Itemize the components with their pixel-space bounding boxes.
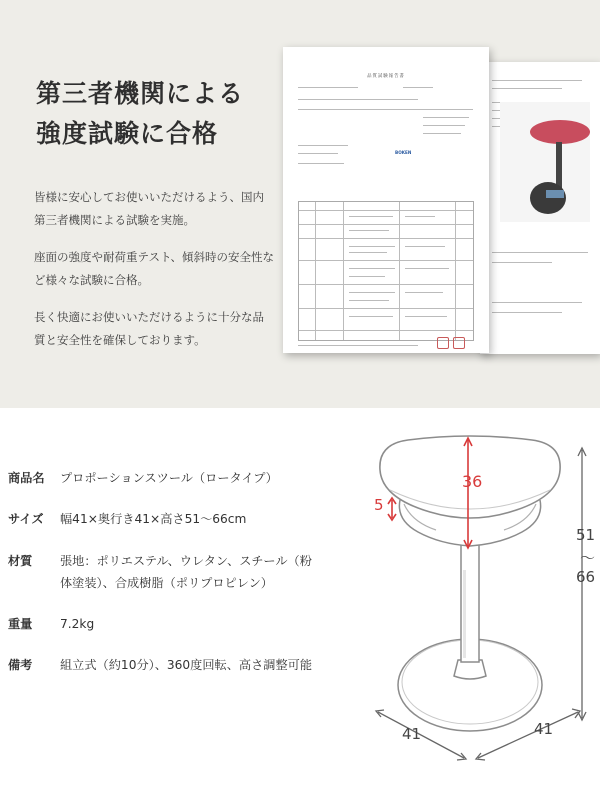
- stool-base-hub: [454, 660, 486, 679]
- report-title: 品質試験報告書: [367, 74, 405, 79]
- height-max-label: 66: [576, 568, 596, 586]
- depth-label: 41: [534, 720, 554, 738]
- report-stool-photo: [500, 102, 590, 222]
- width-label: 41: [402, 725, 422, 743]
- spec-product-name: [8, 467, 320, 489]
- spec-value: 組立式（約10分）、360度回転、高さ調整可能: [60, 658, 313, 672]
- seat-thickness-label: 5: [374, 496, 384, 514]
- lab-brand: BOKEN: [395, 150, 412, 155]
- spec-size: [8, 508, 320, 530]
- spec-value: 幅41×奥行き41×高さ51〜66cm: [60, 512, 247, 526]
- section-heading: [36, 74, 244, 154]
- report-stamp: [437, 337, 449, 349]
- spec-value: 張地：ポリエステル、ウレタン、スチール（粉体塗装）、合成樹脂（ポリプロピレン）: [60, 554, 312, 590]
- heading-line-2: 強度試験に合格: [36, 119, 219, 148]
- test-report-front-page: [283, 47, 489, 353]
- spec-notes: [8, 654, 320, 676]
- spec-label: サイズ: [8, 512, 44, 526]
- spec-label: 備考: [8, 658, 33, 672]
- test-report-back-page: [480, 62, 600, 354]
- spec-label: 商品名: [8, 471, 45, 485]
- report-results-table: [298, 201, 474, 341]
- section-description: [34, 186, 274, 366]
- paragraph-2: 座面の強度や耐荷重テスト、傾斜時の安全性など様々な試験に合格。: [34, 250, 275, 287]
- spec-value: 7.2kg: [60, 617, 95, 631]
- heading-line-1: 第三者機関による: [36, 79, 245, 108]
- spec-label: 重量: [8, 617, 33, 631]
- spec-label: 材質: [8, 554, 33, 568]
- paragraph-3: 長く快適にお使いいただけるように十分な品質と安全性を確保しております。: [34, 310, 264, 347]
- height-tilde-label: 〜: [580, 549, 596, 567]
- seat-depth-label: 36: [462, 472, 483, 491]
- spec-value: プロポーションスツール（ロータイプ）: [60, 471, 278, 485]
- spec-weight: [8, 613, 320, 635]
- paragraph-1: 皆様に安心してお使いいただけるよう、国内第三者機関による試験を実施。: [34, 190, 264, 227]
- report-stamp: [453, 337, 465, 349]
- height-min-label: 51: [576, 526, 596, 544]
- spec-material: [8, 550, 318, 594]
